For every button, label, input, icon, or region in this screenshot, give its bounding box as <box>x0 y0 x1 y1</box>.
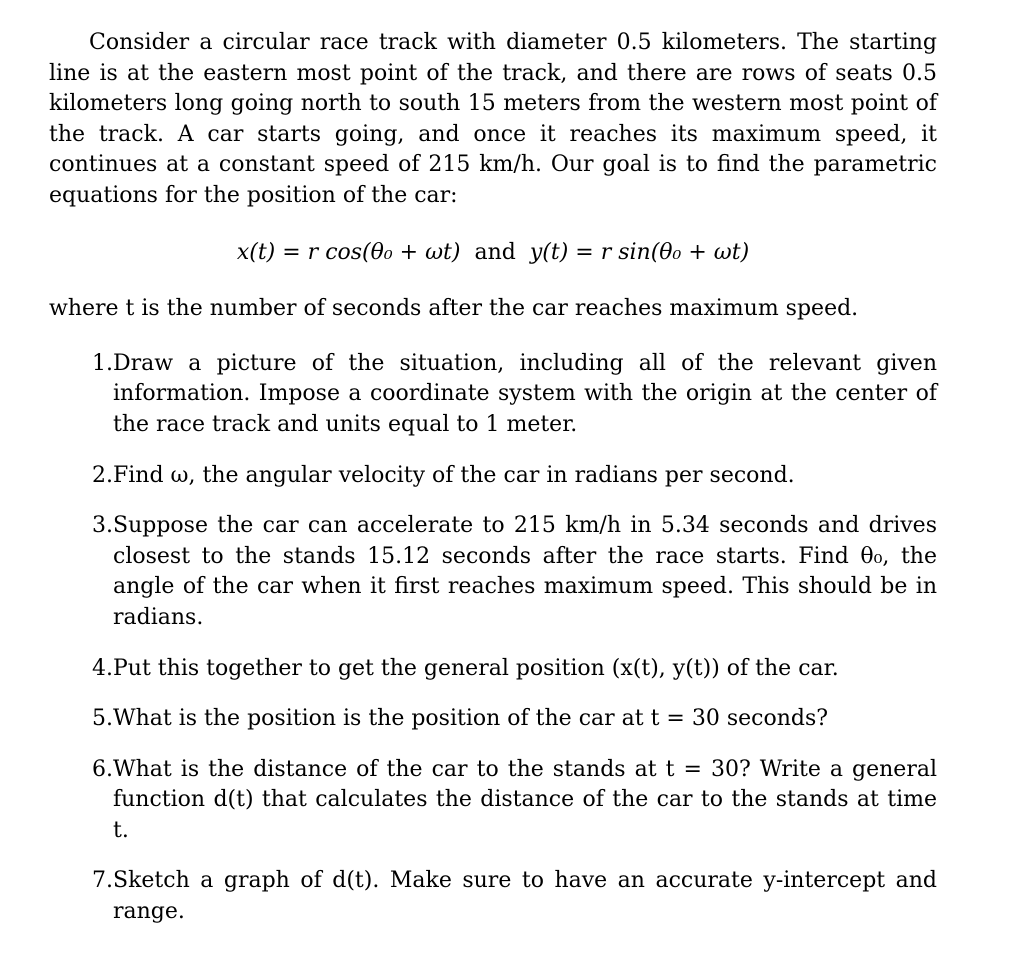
question-item <box>49 511 937 633</box>
question-number: 5. <box>92 706 113 732</box>
question-list <box>49 349 937 928</box>
question-text: Put this together to get the general position (x(t), y(t)) of the car. <box>113 655 839 681</box>
intro-paragraph: Consider a circular race track with diameter 0.5 kilometers. The starting line is at the eastern most point of the track, and there are rows of seats 0.5 kilometers long going north to south 15 meters from the western most point of the track. A car starts going, and once it reaches its maximum speed, it continues at a constant speed of 215 km/h. Our goal is to find the parametric equations for the position of the car: <box>49 30 937 208</box>
question-item <box>49 349 937 441</box>
question-number: 1. <box>92 350 113 376</box>
question-text: What is the distance of the car to the stands at t = 30? Write a general function d(t) that calculates the distance of the car to the stands at time t. <box>113 756 937 843</box>
time-definition: where t is the number of seconds after the car reaches maximum speed. <box>49 296 859 322</box>
question-item <box>49 704 937 735</box>
parametric-equations <box>49 238 937 269</box>
question-item <box>49 654 937 685</box>
question-number: 6. <box>92 756 113 782</box>
question-item <box>49 755 937 847</box>
question-item <box>49 461 937 492</box>
y-equation: y(t) = r sin(θ₀ + ωt) <box>529 239 750 265</box>
document <box>49 28 937 948</box>
question-text: What is the position is the position of the car at t = 30 seconds? <box>113 706 829 732</box>
question-number: 3. <box>92 513 113 539</box>
x-equation: x(t) = r cos(θ₀ + ωt) <box>236 239 461 265</box>
question-text: Draw a picture of the situation, including all of the relevant given information. Impose a coordinate system with the origin at the center of the race track and units equal to 1 meter. <box>113 350 937 437</box>
equation-connector: and <box>474 239 516 265</box>
question-item <box>49 866 937 927</box>
question-text: Sketch a graph of d(t). Make sure to have an accurate y-intercept and range. <box>113 868 937 925</box>
question-number: 2. <box>92 462 113 488</box>
question-number: 7. <box>92 868 113 894</box>
question-number: 4. <box>92 655 113 681</box>
question-text: Find ω, the angular velocity of the car in radians per second. <box>113 462 795 488</box>
question-text: Suppose the car can accelerate to 215 km/h in 5.34 seconds and drives closest to the stands 15.12 seconds after the race starts. Find θ₀, the angle of the car when it first reaches maximum speed. This should be in radians. <box>113 513 937 630</box>
